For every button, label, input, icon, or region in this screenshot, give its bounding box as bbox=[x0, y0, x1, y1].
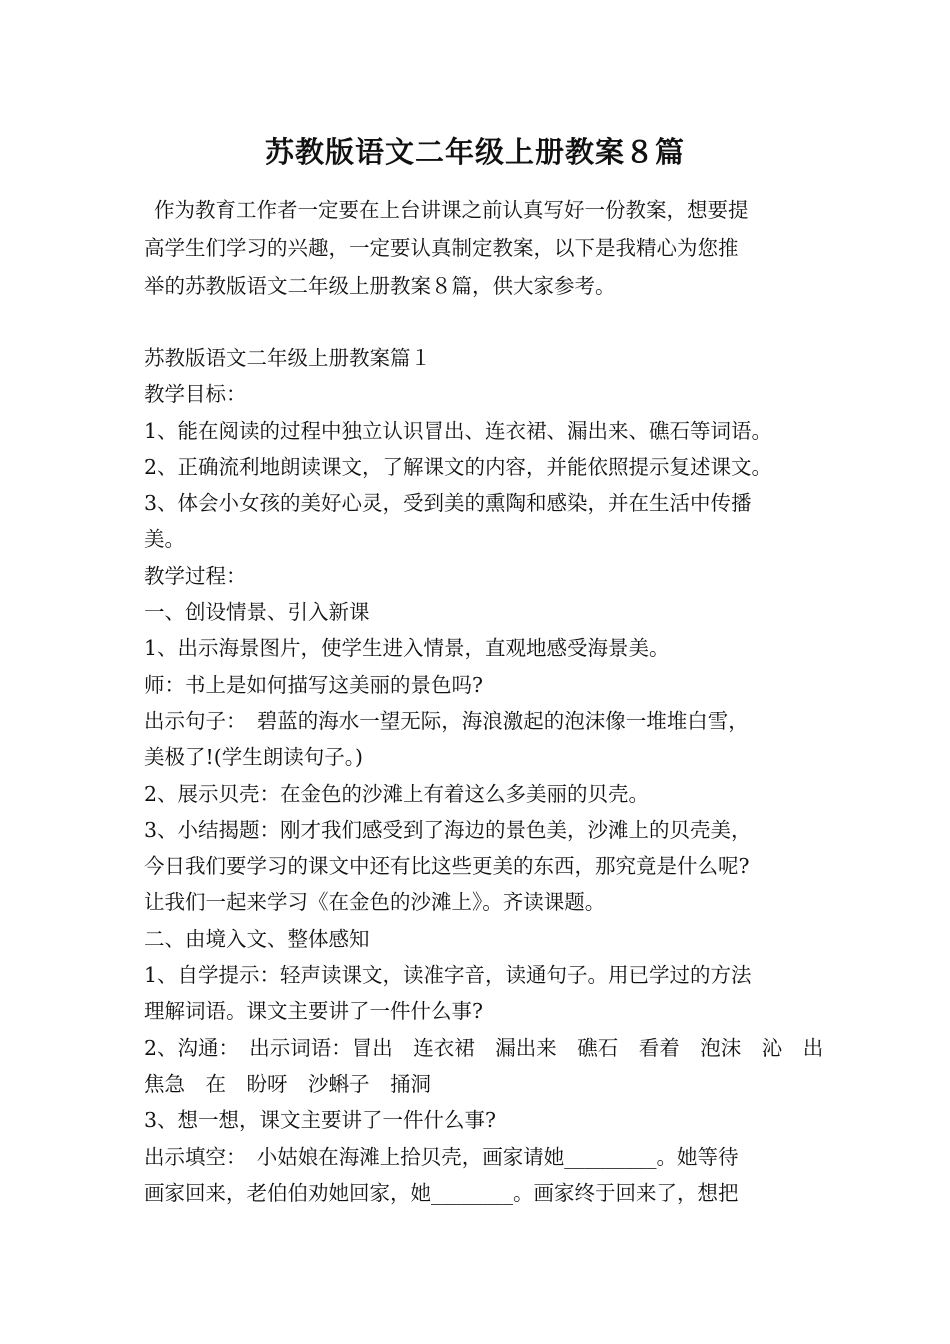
intro-line: 高学生们学习的兴趣，一定要认真制定教案，以下是我精心为您推 bbox=[144, 236, 739, 260]
body-line: 今日我们要学习的课文中还有比这些更美的东西，那究竟是什么呢? bbox=[144, 854, 750, 879]
body-line: 出示填空： 小姑娘在海滩上拾贝壳，画家请她_________。她等待 bbox=[144, 1144, 739, 1169]
body-line: 2、正确流利地朗读课文，了解课文的内容，并能依照提示复述课文。 bbox=[144, 454, 773, 479]
body-line: 出示句子： 碧蓝的海水一望无际，海浪激起的泡沫像一堆堆白雪， bbox=[144, 708, 749, 733]
body-line: 3、体会小女孩的美好心灵，受到美的熏陶和感染，并在生活中传播 bbox=[144, 491, 752, 516]
body-line: 师：书上是如何描写这美丽的景色吗? bbox=[144, 672, 483, 697]
intro-line: 举的苏教版语文二年级上册教案８篇，供大家参考。 bbox=[144, 274, 616, 298]
body-line: 1、自学提示：轻声读课文，读准字音，读通句子。用已学过的方法 bbox=[144, 963, 752, 988]
body-line: 1、出示海景图片，使学生进入情景，直观地感受海景美。 bbox=[144, 636, 670, 661]
body-line: 1、能在阅读的过程中独立认识冒出、连衣裙、漏出来、礁石等词语。 bbox=[144, 418, 773, 443]
body-line: 2、展示贝壳：在金色的沙滩上有着这么多美丽的贝壳。 bbox=[144, 781, 650, 806]
lesson-plan-body bbox=[144, 340, 824, 1211]
body-line: 2、沟通： 出示词语：冒出 连衣裙 漏出来 礁石 看着 泡沫 沁 出 bbox=[144, 1035, 824, 1060]
intro-paragraph bbox=[144, 191, 816, 305]
body-line: 美。 bbox=[144, 527, 185, 552]
section-heading: 苏教版语文二年级上册教案篇１ bbox=[144, 346, 431, 370]
body-line: 3、想一想，课文主要讲了一件什么事? bbox=[144, 1108, 497, 1133]
body-line: 让我们一起来学习《在金色的沙滩上》。齐读课题。 bbox=[144, 890, 606, 915]
body-line: 画家回来，老伯伯劝她回家，她________。画家终于回来了，想把 bbox=[144, 1180, 739, 1205]
body-line: 3、小结揭题：刚才我们感受到了海边的景色美，沙滩上的贝壳美， bbox=[144, 817, 752, 842]
subheading-process: 教学过程： bbox=[144, 563, 247, 588]
body-line: 美极了!(学生朗读句子。) bbox=[144, 745, 363, 770]
body-line: 二、由境入文、整体感知 bbox=[144, 926, 370, 951]
body-line: 一、创设情景、引入新课 bbox=[144, 600, 370, 625]
subheading-objectives: 教学目标： bbox=[144, 382, 247, 407]
intro-line: 作为教育工作者一定要在上台讲课之前认真写好一份教案，想要提 bbox=[154, 198, 749, 222]
document-title: 苏教版语文二年级上册教案８篇 bbox=[264, 135, 685, 169]
body-line: 焦急 在 盼呀 沙蝌子 捅洞 bbox=[144, 1071, 431, 1096]
body-line: 理解词语。课文主要讲了一件什么事? bbox=[144, 999, 483, 1024]
